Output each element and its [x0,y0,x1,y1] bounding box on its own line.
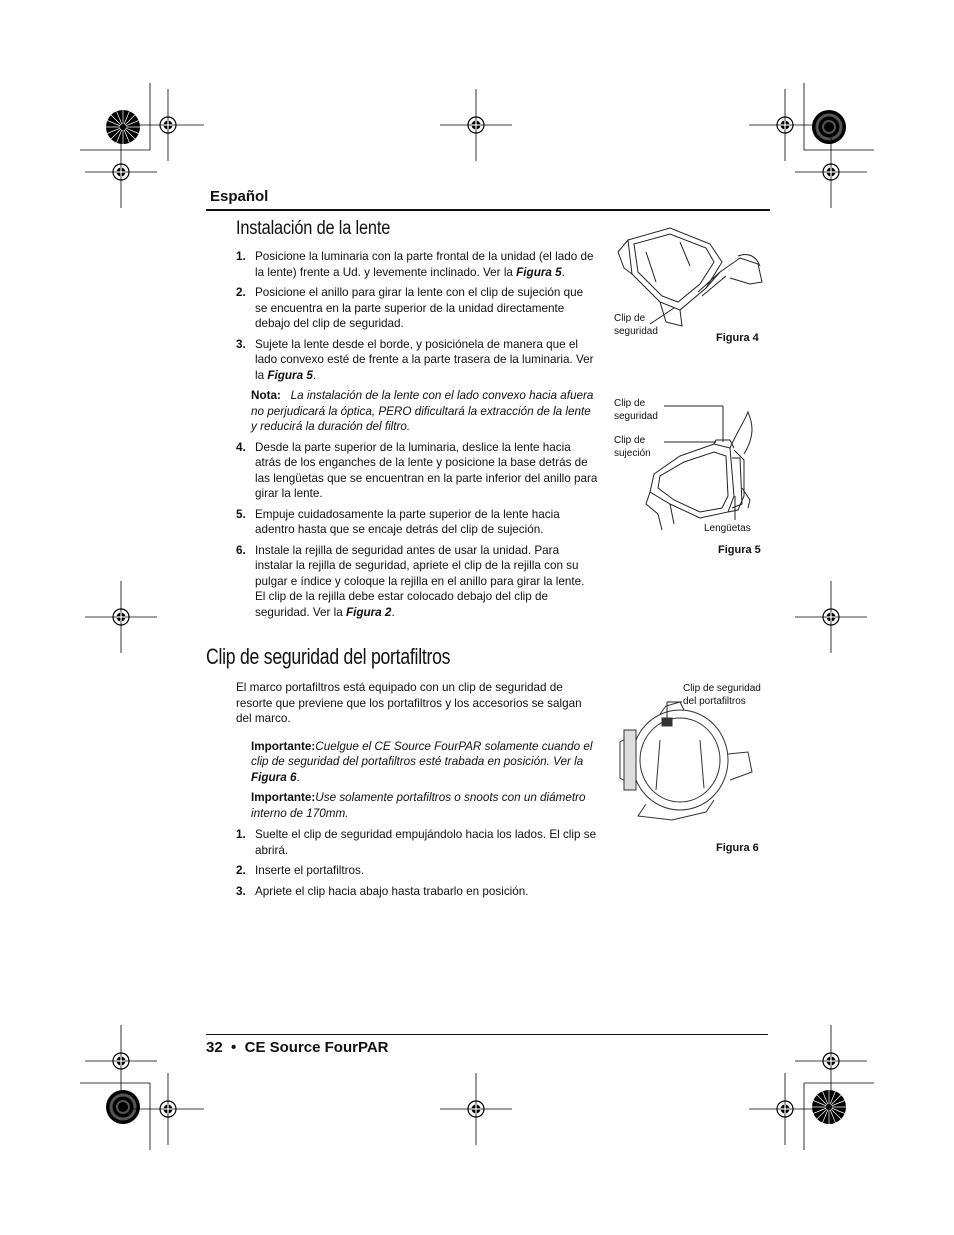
figure-5-label-safety: Clip de seguridad [614,398,658,422]
list-item: 4. Desde la parte superior de la luminaria, deslice la lente hacia atrás de los enganches de la lente y posicione la base detrás de las lengüetas que se encuentran en la parte inferior del anillo para girar la lente. [236,440,598,500]
page-footer: 32 • CE Source FourPAR [206,1039,389,1056]
figure-5-label-tabs: Lengüetas [704,523,751,534]
list-item: 1. Suelte el clip de seguridad empujándolo hacia los lados. El clip se abrirá. [236,828,597,857]
footer-rule [206,1034,768,1035]
list-item: 2. Inserte el portafiltros. [236,864,365,877]
figure-5-label-holding: Clip de sujeción [614,435,651,459]
figure-4-caption: Figura 4 [716,332,759,344]
header-rule [206,209,770,211]
language-heading: Español [210,188,269,205]
list-item: 2. Posicione el anillo para girar la lente con el clip de sujeción que se encuentra en la parte superior de la unidad directamente debajo del clip de seguridad. [236,286,584,330]
filter-clip-body [236,680,598,904]
list-item: 3. Apriete el clip hacia abajo hasta trabarlo en posición. [236,884,529,898]
important-note: Importante:Use solamente portafiltros o snoots con un diámetro interno de 170mm. [251,791,586,820]
section-title-filter-clip: Clip de seguridad del portafiltros [206,644,451,669]
figure-4-label: Clip de seguridad [614,313,658,337]
figure-5-caption: Figura 5 [718,544,761,556]
list-item: 6. Instale la rejilla de seguridad antes de usar la unidad. Para instalar la rejilla de seguridad, apriete el clip de la rejilla con su pulgar e índice y coloque la rejilla en el anillo para girar la lente. El clip de la rejilla debe estar colocado debajo del clip de seguridad. Ver la Figura 2. [236,543,585,619]
list-item: 3. Sujete la lente desde el borde, y posiciónela de manera que el lado convexo esté de frente a la parte trasera de la luminaria. Ver la Figura 5. [236,337,594,382]
figure-6-caption: Figura 6 [716,842,759,854]
note: Nota: La instalación de la lente con el lado convexo hacia afuera no perjudicará la óptica, PERO dificultará la extracción de la lente y reducirá la duración del filtro. [251,389,594,433]
lens-steps [236,249,598,625]
important-note: Importante:Cuelgue el CE Source FourPAR solamente cuando el clip de seguridad del portafiltros esté trabada en posición. Ver la Figura 6. [251,739,593,784]
list-item: 5. Empuje cuidadosamente la parte superior de la lente hacia adentro hasta que se encaje detrás del clip de sujeción. [236,507,560,536]
intro-paragraph: El marco portafiltros está equipado con un clip de seguridad de resorte que previene que los portafiltros y los accesorios se salgan del marco. [236,681,582,725]
figure-6-label: Clip de seguridad del portafiltros [683,683,761,707]
section-title-lens: Instalación de la lente [236,218,391,239]
list-item: 1. Posicione la luminaria con la parte frontal de la unidad (el lado de la lente) frente a Ud. y levemente inclinado. Ver la Figura 5. [236,250,594,279]
